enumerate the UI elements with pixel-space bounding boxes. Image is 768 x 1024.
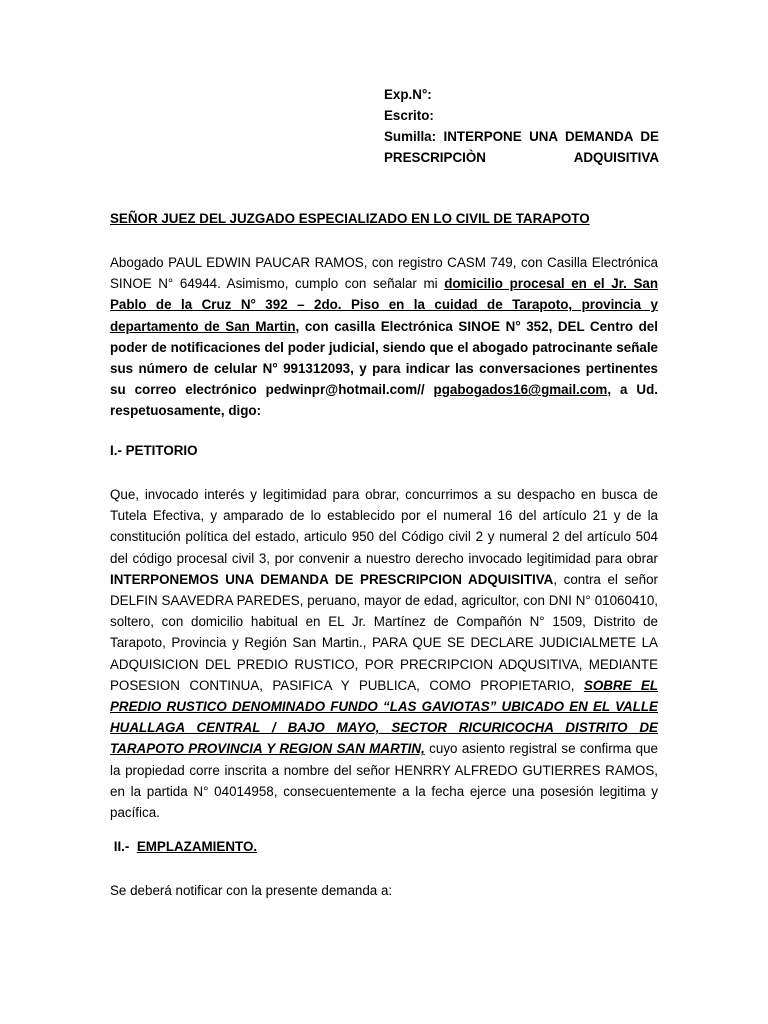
sumilla-line-1: Sumilla: INTERPONE UNA DEMANDA DE (384, 129, 659, 144)
petitorio-part-2: , contra el señor DELFIN SAAVEDRA PAREDES, peruano, mayor de edad, agricultor, con DNI N° 01060410, soltero, con domicilio habitual en EL Jr. Martínez de Compañón N° 1509, Distrito de Tarapoto, Provincia y Región San Martin., PARA QUE SE DECLARE JUDICIALMETE LA ADQUISICION DEL PREDIO RUSTICO, POR PRECRIPCION ADQUSITIVA, MEDIANTE POSESION CONTINUA, PASIFICA Y PUBLICA, COMO PROPIETARIO, (110, 571, 658, 693)
intro-part-2: con casilla Electrónica SINOE N° 352, DEL Centro del poder de notificaciones del poder judicial, siendo que el abogado patrocinante señale sus número de celular N° 991312093, y para indicar las conversaciones pertinentes su correo electrónico pedwinpr@hotmail.com// (110, 318, 658, 398)
addressee-text: SEÑOR JUEZ DEL JUZGADO ESPECIALIZADO EN LO CIVIL DE TARAPOTO (110, 211, 590, 226)
exp-number: Exp.N°: (384, 87, 432, 102)
intro-text (110, 252, 658, 422)
intro-part-1: Abogado PAUL EDWIN PAUCAR RAMOS, con registro CASM 749, con Casilla Electrónica SINOE N° 64944. Asimismo, cumplo con señalar mi (110, 255, 658, 292)
sumilla-line-2: PRESCRIPCIÒN ADQUISITIVA (384, 150, 659, 165)
intro-paragraph (110, 252, 658, 422)
demand-statement: INTERPONEMOS UNA DEMANDA DE PRESCRIPCION ADQUISITIVA (110, 571, 554, 587)
emplazamiento-title (110, 836, 658, 857)
intro-part-3: , a Ud. respetuosamente, digo: (110, 382, 659, 419)
emplazamiento-prefix: II.- (113, 839, 130, 854)
email-link[interactable]: pgabogados16@gmail.com (433, 382, 608, 398)
procedural-address: domicilio procesal en el Jr. San Pablo de la Cruz N° 392 – 2do. Piso en la cuidad de Tarapoto, provincia y departamento de San Martin, (110, 276, 659, 334)
property-description: SOBRE EL PREDIO RUSTICO DENOMINADO FUNDO “LAS GAVIOTAS” UBICADO EN EL VALLE HUALLAGA CENTRAL / BAJO MAYO, SECTOR RICURICOCHA DISTRITO DE TARAPOTO PROVINCIA Y REGION SAN MARTIN, (110, 677, 658, 757)
escrito-label: Escrito: (384, 108, 434, 123)
case-header (384, 84, 659, 168)
petitorio-title: I.- PETITORIO (110, 443, 198, 458)
petitorio-paragraph (110, 484, 658, 823)
petitorio-text (110, 484, 658, 823)
emplazamiento-text: Se deberá notificar con la presente demanda a: (110, 883, 393, 898)
emplazamiento-paragraph (110, 880, 658, 901)
addressee (110, 208, 658, 229)
section-petitorio (110, 440, 658, 461)
petitorio-part-1: Que, invocado interés y legitimidad para obrar, concurrimos a su despacho en busca de Tutela Efectiva, y amparado de lo establecido por el numeral 16 del artículo 21 y de la constitución política del estado, articulo 950 del Código civil 2 y numeral 2 del artículo 504 del código procesal civil 3, por convenir a nuestro derecho invocado legitimidad para obrar (110, 487, 658, 566)
petitorio-part-3: cuyo asiento registral se confirma que la propiedad corre inscrita a nombre del señor HENRRY ALFREDO GUTIERRES RAMOS, en la partida N° 04014958, consecuentemente a la fecha ejerce una posesión legitima y pacífica. (110, 741, 658, 821)
emplazamiento-label: EMPLAZAMIENTO. (136, 839, 258, 854)
section-emplazamiento (110, 836, 658, 857)
